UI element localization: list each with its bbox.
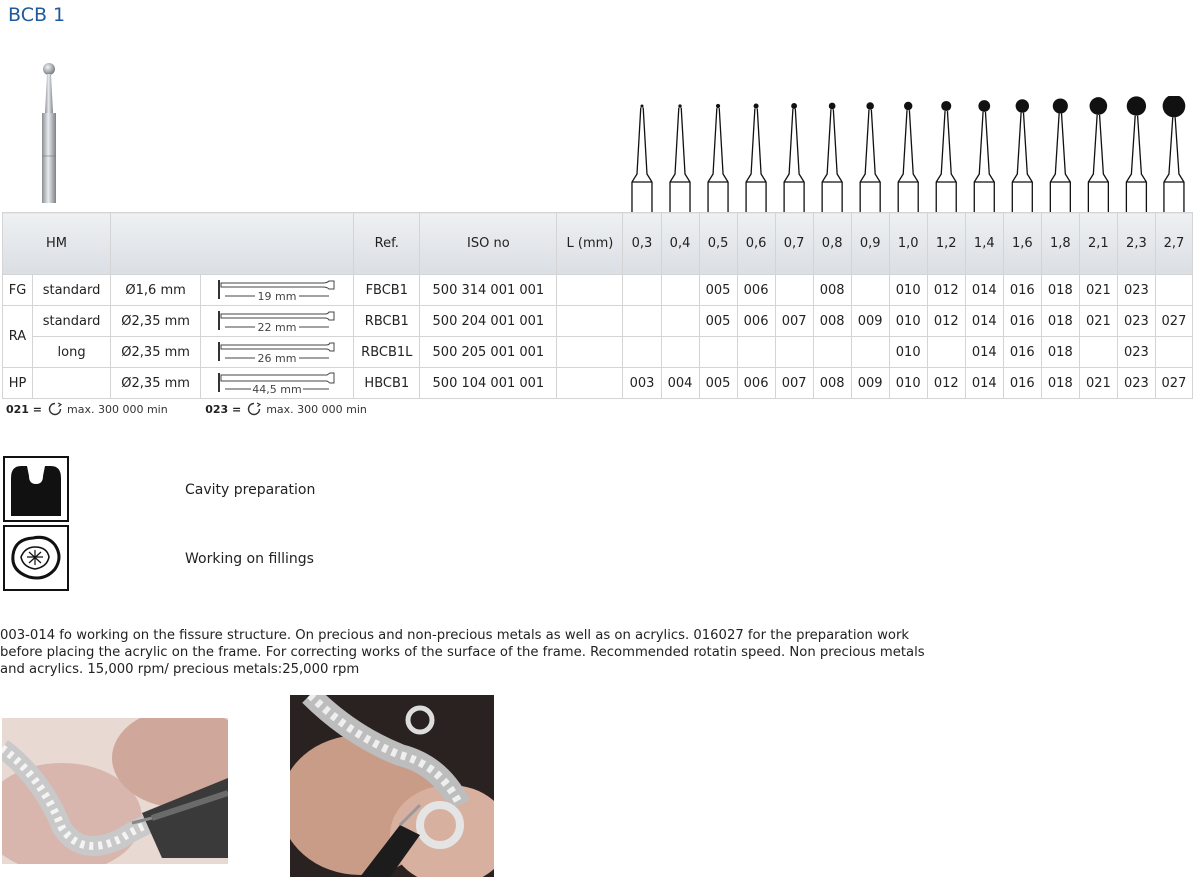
size-cell: 018: [1041, 275, 1079, 306]
bur-profile: [860, 102, 880, 212]
shank-length: 22 mm: [257, 321, 297, 334]
product-table: [2, 212, 1193, 399]
table-row: [3, 337, 1193, 368]
size-cell: 004: [661, 368, 699, 399]
ref-cell: FBCB1: [354, 275, 420, 306]
bur-profile: [898, 102, 918, 212]
bur-head: [791, 103, 797, 109]
shank-length: 26 mm: [257, 352, 297, 365]
header-size: 2,7: [1155, 213, 1192, 275]
size-cell: 014: [965, 275, 1003, 306]
header-size: 1,0: [889, 213, 927, 275]
iso-cell: 500 104 001 001: [420, 368, 557, 399]
bur-head: [866, 102, 874, 110]
size-cell: 023: [1117, 306, 1155, 337]
shank-length: 19 mm: [257, 290, 297, 303]
size-cell: 012: [927, 275, 965, 306]
header-size: 0,9: [851, 213, 889, 275]
bur-head: [1016, 99, 1029, 112]
size-cell: 008: [813, 275, 851, 306]
bur-head: [1127, 96, 1146, 115]
shank-diagram-cell: [201, 368, 354, 399]
speed-legend: [6, 402, 367, 416]
size-cell: 006: [737, 306, 775, 337]
group-cell: HP: [3, 368, 33, 399]
size-cell: [623, 306, 661, 337]
size-cell: 023: [1117, 275, 1155, 306]
header-size: 0,8: [813, 213, 851, 275]
shank-diagram: [217, 308, 337, 334]
size-cell: 012: [927, 368, 965, 399]
header-size: 2,1: [1079, 213, 1117, 275]
shank-diagram-cell: [201, 337, 354, 368]
header-length: L (mm): [557, 213, 623, 275]
legend-text: max. 300 000 min: [67, 403, 168, 416]
length-cell: [557, 306, 623, 337]
group-cell: FG: [3, 275, 33, 306]
size-cell: 010: [889, 337, 927, 368]
bur-size-profiles: [0, 96, 1200, 212]
length-cell: [557, 275, 623, 306]
application-label: Working on fillings: [185, 551, 314, 567]
size-cell: [1155, 337, 1192, 368]
diameter-cell: Ø1,6 mm: [111, 275, 201, 306]
usage-photo: [290, 695, 494, 877]
size-cell: 005: [699, 306, 737, 337]
application-label: Cavity preparation: [185, 482, 316, 498]
rotation-icon: [48, 402, 62, 416]
bur-profile: [1126, 96, 1146, 212]
size-cell: 010: [889, 368, 927, 399]
header-size: 1,6: [1003, 213, 1041, 275]
variant-cell: long: [33, 337, 111, 368]
size-cell: [1079, 337, 1117, 368]
size-cell: 006: [737, 275, 775, 306]
size-cell: 018: [1041, 368, 1079, 399]
diameter-cell: Ø2,35 mm: [111, 368, 201, 399]
size-cell: 007: [775, 306, 813, 337]
bur-head: [678, 104, 681, 107]
size-cell: 005: [699, 275, 737, 306]
table-header-row: [3, 213, 1193, 275]
size-cell: 016: [1003, 368, 1041, 399]
table-row: [3, 306, 1193, 337]
size-cell: 021: [1079, 368, 1117, 399]
size-cell: [927, 337, 965, 368]
shank-diagram-cell: [201, 306, 354, 337]
size-cell: [623, 275, 661, 306]
ref-cell: RBCB1L: [354, 337, 420, 368]
usage-photo: [2, 718, 228, 864]
header-size: 0,4: [661, 213, 699, 275]
size-cell: [699, 337, 737, 368]
rotation-icon: [247, 402, 261, 416]
size-cell: 016: [1003, 275, 1041, 306]
bur-head: [754, 103, 759, 108]
bur-head: [1163, 96, 1186, 117]
header-size: 0,6: [737, 213, 775, 275]
size-cell: 014: [965, 306, 1003, 337]
group-cell: RA: [3, 306, 33, 368]
bur-head: [829, 103, 836, 110]
header-size: 0,7: [775, 213, 813, 275]
size-cell: 014: [965, 368, 1003, 399]
table-row: [3, 368, 1193, 399]
size-cell: 008: [813, 368, 851, 399]
variant-cell: standard: [33, 275, 111, 306]
bur-profile: [1050, 98, 1070, 212]
header-ref: Ref.: [354, 213, 420, 275]
bur-profile: [670, 104, 690, 212]
variant-cell: standard: [33, 306, 111, 337]
bur-profile: [822, 103, 842, 212]
bur-head: [904, 102, 912, 110]
bur-profile: [1163, 96, 1186, 212]
size-cell: 023: [1117, 368, 1155, 399]
bur-head: [941, 101, 951, 111]
header-size: 1,2: [927, 213, 965, 275]
size-cell: [851, 275, 889, 306]
size-cell: 018: [1041, 337, 1079, 368]
ref-cell: HBCB1: [354, 368, 420, 399]
shank-diagram: [217, 370, 337, 396]
legend-code: 021 =: [6, 403, 43, 416]
size-cell: [623, 337, 661, 368]
bur-head: [716, 104, 720, 108]
product-description: 003-014 fo working on the fissure structure. On precious and non-precious metals as well as on acrylics. 016027 for the preparation work before placing the acrylic on the frame. For correcting works of the surface of the frame. Recommended rotatin speed. Non precious metals and acrylics. 15,000 rpm/ precious metals:25,000 rpm: [0, 628, 925, 677]
header-size: 1,8: [1041, 213, 1079, 275]
header-size: 0,3: [623, 213, 661, 275]
size-cell: [775, 275, 813, 306]
page-title: BCB 1: [8, 4, 66, 26]
legend-code: 023 =: [205, 403, 242, 416]
bur-profile: [936, 101, 956, 212]
size-cell: 027: [1155, 368, 1192, 399]
length-cell: [557, 337, 623, 368]
bur-profile: [1088, 97, 1108, 212]
bur-head: [1090, 97, 1108, 115]
size-cell: 023: [1117, 337, 1155, 368]
shank-diagram: [217, 277, 337, 303]
size-cell: 012: [927, 306, 965, 337]
size-cell: 010: [889, 275, 927, 306]
diameter-cell: Ø2,35 mm: [111, 337, 201, 368]
size-cell: 014: [965, 337, 1003, 368]
size-cell: 008: [813, 306, 851, 337]
header-size: 0,5: [699, 213, 737, 275]
shank-diagram-cell: [201, 275, 354, 306]
size-cell: 016: [1003, 337, 1041, 368]
size-cell: 007: [775, 368, 813, 399]
size-cell: 027: [1155, 306, 1192, 337]
bur-profile: [708, 104, 728, 212]
header-blank: [111, 213, 354, 275]
size-cell: [661, 306, 699, 337]
iso-cell: 500 314 001 001: [420, 275, 557, 306]
size-cell: 006: [737, 368, 775, 399]
size-cell: [775, 337, 813, 368]
bur-profile: [746, 103, 766, 212]
size-cell: 021: [1079, 306, 1117, 337]
shank-length: 44,5 mm: [252, 383, 302, 396]
bur-head: [640, 105, 643, 108]
bur-head: [978, 100, 990, 112]
header-iso: ISO no: [420, 213, 557, 275]
header-size: 2,3: [1117, 213, 1155, 275]
size-cell: 005: [699, 368, 737, 399]
iso-cell: 500 205 001 001: [420, 337, 557, 368]
bur-profile: [1012, 99, 1032, 212]
bur-profile: [632, 105, 652, 213]
size-cell: [1155, 275, 1192, 306]
table-row: [3, 275, 1193, 306]
size-cell: 009: [851, 368, 889, 399]
size-cell: 009: [851, 306, 889, 337]
header-size: 1,4: [965, 213, 1003, 275]
diameter-cell: Ø2,35 mm: [111, 306, 201, 337]
size-cell: 021: [1079, 275, 1117, 306]
legend-text: max. 300 000 min: [266, 403, 367, 416]
size-cell: [851, 337, 889, 368]
cavity-preparation-icon: [3, 456, 69, 522]
size-cell: [813, 337, 851, 368]
variant-cell: [33, 368, 111, 399]
size-cell: [661, 337, 699, 368]
bur-profile: [784, 103, 804, 212]
length-cell: [557, 368, 623, 399]
size-cell: [737, 337, 775, 368]
size-cell: 010: [889, 306, 927, 337]
bur-profile: [974, 100, 994, 212]
iso-cell: 500 204 001 001: [420, 306, 557, 337]
shank-diagram: [217, 339, 337, 365]
working-on-fillings-icon: [3, 525, 69, 591]
bur-head: [1053, 98, 1068, 113]
ref-cell: RBCB1: [354, 306, 420, 337]
size-cell: [661, 275, 699, 306]
size-cell: 018: [1041, 306, 1079, 337]
header-hm: HM: [3, 213, 111, 275]
size-cell: 016: [1003, 306, 1041, 337]
size-cell: 003: [623, 368, 661, 399]
